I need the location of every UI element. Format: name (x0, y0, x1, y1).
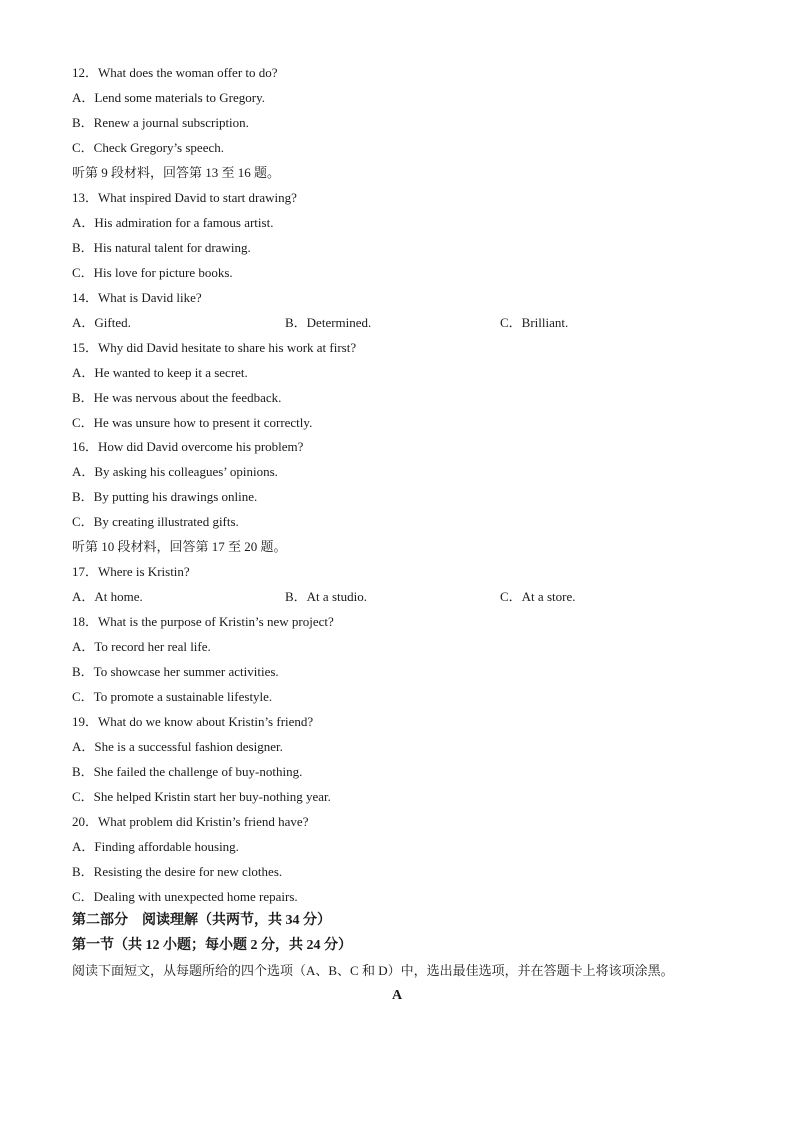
q20-option-a: A．Finding affordable housing. (72, 839, 239, 854)
q12-option-a: A．Lend some materials to Gregory. (72, 90, 266, 105)
question-13: 13．What inspired David to start drawing? (72, 190, 297, 205)
q14-option-a: A．Gifted. (72, 315, 131, 330)
question-16: 16．How did David overcome his problem? (72, 439, 304, 454)
reading-instructions: 阅读下面短文，从每题所给的四个选项（A、B、C 和 D）中，选出最佳选项，并在答题卡上将该项涂黑。 (72, 963, 674, 978)
q13-option-c: C．His love for picture books. (72, 265, 233, 280)
q17-option-a: A．At home. (72, 589, 143, 604)
question-12: 12．What does the woman offer to do? (72, 65, 278, 80)
question-19: 19．What do we know about Kristin’s friend? (72, 714, 314, 729)
material-9-instruction: 听第 9 段材料，回答第 13 至 16 题。 (72, 165, 281, 180)
q18-option-b: B．To showcase her summer activities. (72, 664, 279, 679)
question-18: 18．What is the purpose of Kristin’s new project? (72, 614, 334, 629)
q16-option-a: A．By asking his colleagues’ opinions. (72, 464, 278, 479)
material-10-instruction: 听第 10 段材料，回答第 17 至 20 题。 (72, 539, 287, 554)
q17-option-b: B．At a studio. (285, 589, 367, 604)
q20-option-b: B．Resisting the desire for new clothes. (72, 864, 283, 879)
q13-option-a: A．His admiration for a famous artist. (72, 215, 274, 230)
q17-option-c: C．At a store. (500, 589, 576, 604)
question-17: 17．Where is Kristin? (72, 564, 190, 579)
q15-option-c: C．He was unsure how to present it correctly. (72, 415, 313, 430)
q14-option-b: B．Determined. (285, 315, 372, 330)
q20-option-c: C．Dealing with unexpected home repairs. (72, 889, 298, 904)
q16-option-b: B．By putting his drawings online. (72, 489, 258, 504)
question-20: 20．What problem did Kristin’s friend have? (72, 814, 309, 829)
part2-heading: 第二部分 阅读理解（共两节，共 34 分） (72, 913, 331, 928)
q19-option-b: B．She failed the challenge of buy-nothing. (72, 764, 303, 779)
question-14: 14．What is David like? (72, 290, 202, 305)
q12-option-b: B．Renew a journal subscription. (72, 115, 249, 130)
q18-option-c: C．To promote a sustainable lifestyle. (72, 689, 273, 704)
q13-option-b: B．His natural talent for drawing. (72, 240, 251, 255)
section1-heading: 第一节（共 12 小题；每小题 2 分，共 24 分） (72, 938, 352, 953)
q12-option-c: C．Check Gregory’s speech. (72, 140, 224, 155)
q14-option-c: C．Brilliant. (500, 315, 569, 330)
q15-option-b: B．He was nervous about the feedback. (72, 390, 282, 405)
q19-option-c: C．She helped Kristin start her buy-nothing year. (72, 789, 331, 804)
q16-option-c: C．By creating illustrated gifts. (72, 514, 239, 529)
q18-option-a: A．To record her real life. (72, 639, 211, 654)
q19-option-a: A．She is a successful fashion designer. (72, 739, 283, 754)
passage-label: A (391, 988, 403, 1003)
q15-option-a: A．He wanted to keep it a secret. (72, 365, 248, 380)
question-15: 15．Why did David hesitate to share his work at first? (72, 340, 357, 355)
